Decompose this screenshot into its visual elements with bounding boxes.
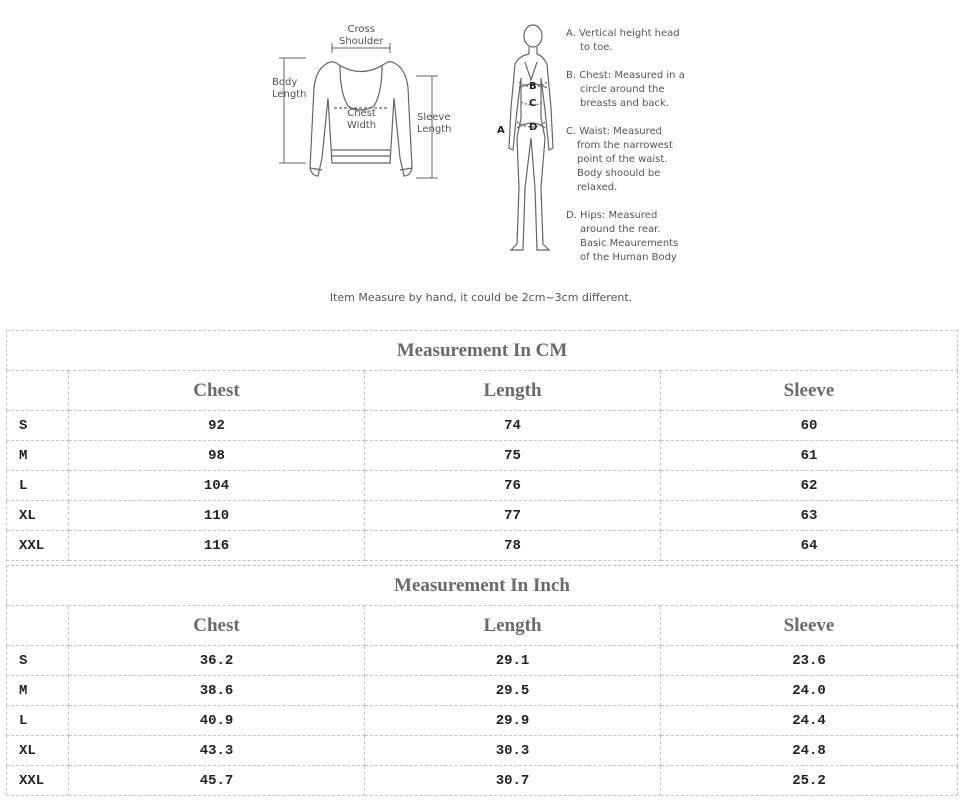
cell-length: 29.5	[365, 676, 661, 706]
cell-chest: 104	[69, 471, 365, 501]
cell-sleeve: 62	[661, 471, 958, 501]
table-row	[7, 676, 958, 706]
header-sleeve: Sleeve	[661, 371, 958, 411]
cell-sleeve: 23.6	[661, 646, 958, 676]
note-b: B. Chest: Measured in a circle around the breasts and back.	[566, 70, 685, 109]
cell-length: 29.1	[365, 646, 661, 676]
cell-size: S	[7, 411, 69, 441]
header-length: Length	[365, 606, 661, 646]
table-header-row	[7, 606, 958, 646]
header-size	[7, 606, 69, 646]
cell-chest: 92	[69, 411, 365, 441]
cell-chest: 43.3	[69, 736, 365, 766]
table-row	[7, 501, 958, 531]
cell-length: 30.3	[365, 736, 661, 766]
label-a: A	[497, 125, 505, 136]
cell-length: 78	[365, 531, 661, 561]
table-row	[7, 766, 958, 796]
note-a: A. Vertical height head to toe.	[566, 28, 680, 53]
cell-sleeve: 64	[661, 531, 958, 561]
cell-length: 30.7	[365, 766, 661, 796]
table-row	[7, 471, 958, 501]
cell-length: 77	[365, 501, 661, 531]
label-c: C	[529, 98, 537, 109]
cell-chest: 40.9	[69, 706, 365, 736]
cell-size: XXL	[7, 766, 69, 796]
label-d: D	[529, 122, 538, 133]
cell-size: XL	[7, 501, 69, 531]
cell-size: M	[7, 441, 69, 471]
table-row	[7, 736, 958, 766]
cell-size: S	[7, 646, 69, 676]
cell-sleeve: 63	[661, 501, 958, 531]
cell-chest: 116	[69, 531, 365, 561]
cell-sleeve: 25.2	[661, 766, 958, 796]
cell-size: XL	[7, 736, 69, 766]
cell-chest: 36.2	[69, 646, 365, 676]
table-title: Measurement In CM	[7, 331, 958, 371]
size-table-cm	[6, 330, 958, 561]
header-chest: Chest	[69, 606, 365, 646]
chest-width-label: Chest Width	[347, 108, 377, 131]
cell-length: 75	[365, 441, 661, 471]
cell-length: 29.9	[365, 706, 661, 736]
table-row	[7, 411, 958, 441]
table-header-row	[7, 371, 958, 411]
sleeve-length-label: Sleeve Length	[417, 112, 452, 135]
cell-size: XXL	[7, 531, 69, 561]
disclaimer-text: Item Measure by hand, it could be 2cm~3cm different.	[329, 291, 633, 304]
cell-size: L	[7, 471, 69, 501]
cell-sleeve: 61	[661, 441, 958, 471]
header-sleeve: Sleeve	[661, 606, 958, 646]
header-chest: Chest	[69, 371, 365, 411]
cell-sleeve: 24.8	[661, 736, 958, 766]
cell-length: 74	[365, 411, 661, 441]
table-row	[7, 646, 958, 676]
cell-length: 76	[365, 471, 661, 501]
measurement-diagram	[0, 0, 962, 325]
cell-sleeve: 60	[661, 411, 958, 441]
cell-sleeve: 24.0	[661, 676, 958, 706]
label-b: B	[529, 81, 537, 92]
table-row	[7, 531, 958, 561]
cell-size: L	[7, 706, 69, 736]
table-row	[7, 441, 958, 471]
cross-shoulder-label: Cross Shoulder	[339, 24, 384, 47]
header-size	[7, 371, 69, 411]
cell-sleeve: 24.4	[661, 706, 958, 736]
note-c: C. Waist: Measured from the narrowest point of the waist. Body shoould be relaxed.	[566, 126, 673, 193]
size-table-inch	[6, 565, 958, 796]
cell-chest: 98	[69, 441, 365, 471]
cell-chest: 45.7	[69, 766, 365, 796]
cell-chest: 38.6	[69, 676, 365, 706]
body-length-label: Body Length	[272, 77, 307, 100]
cell-size: M	[7, 676, 69, 706]
human-body-icon	[495, 18, 565, 258]
measurement-notes	[566, 27, 706, 279]
table-row	[7, 706, 958, 736]
note-d: D. Hips: Measured around the rear. Basic Meaurements of the Human Body	[566, 210, 679, 263]
table-title: Measurement In Inch	[7, 566, 958, 606]
cell-chest: 110	[69, 501, 365, 531]
header-length: Length	[365, 371, 661, 411]
